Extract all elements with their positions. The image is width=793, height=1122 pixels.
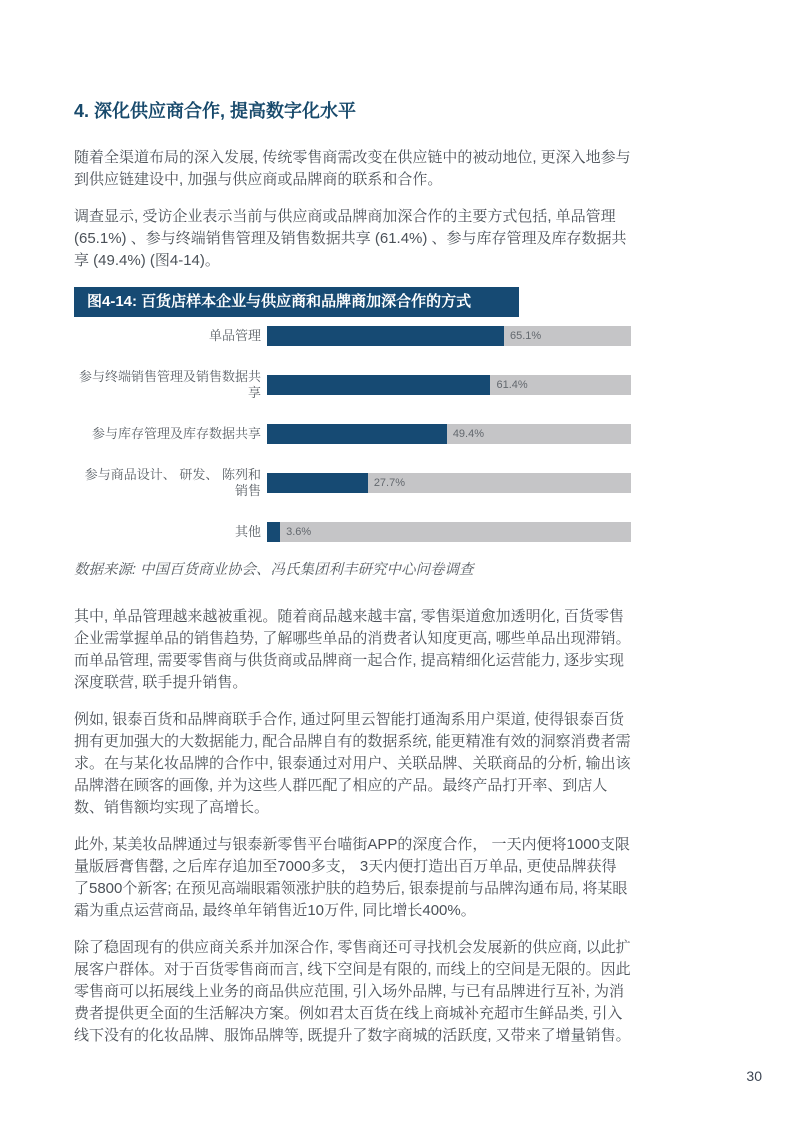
chart-row — [74, 522, 631, 542]
chart-category-label: 其他 — [234, 524, 261, 539]
chart-bar — [267, 424, 447, 444]
chart-category-label: 单品管理 — [208, 328, 261, 343]
chart-value-label: 49.4% — [452, 428, 485, 440]
chart-value-label: 61.4% — [496, 379, 528, 391]
chart-bar — [267, 522, 280, 542]
page-content — [74, 100, 631, 1062]
paragraph-intro: 随着全渠道布局的深入发展, 传统零售商需改变在供应链中的被动地位, 更深入地参与到供应链建设中, 加强与供应商或品牌商的联系和合作。 — [74, 149, 631, 188]
chart-bar-track — [267, 375, 631, 395]
chart-row — [74, 326, 631, 346]
page-number: 30 — [746, 1068, 762, 1084]
chart-bar-track — [267, 424, 631, 444]
chart-row — [74, 467, 631, 499]
paragraph-yintai: 例如, 银泰百货和品牌商联手合作, 通过阿里云智能打通淘系用户渠道, 使得银泰百货拥有更加强大的大数据能力, 配合品牌自有的数据系统, 能更精准有效的洞察消费者需求。在与某化妆品牌的合作中, 银泰通过对用户、关联品牌、关联商品的分析, 输出该品牌潜在顾客的画像, 并为这些人群匹配了相应的产品。最终产品打开率、到店人数、销售额均实现了高增长。 — [74, 711, 631, 816]
chart-value-label: 27.7% — [373, 477, 406, 489]
chart-category-label: 参与终端销售管理及销售数据共享 — [78, 369, 261, 400]
chart-value-label: 3.6% — [286, 526, 312, 538]
chart-bar — [267, 375, 490, 395]
paragraph-new-suppliers: 除了稳固现有的供应商关系并加深合作, 零售商还可寻找机会发展新的供应商, 以此扩展客户群体。对于百货零售商而言, 线下空间是有限的, 而线上的空间是无限的。因此零售商可以拓展线上业务的商品供应范围, 引入场外品牌, 与已有品牌进行互补, 为消费者提供更全面的生活解决方案。例如君太百货在线上商城补充超市生鲜品类, 引入线下没有的化妆品牌、服饰品牌等, 既提升了数字商城的活跃度, 又带来了增量销售。 — [74, 939, 631, 1044]
paragraph-beauty-brand: 此外, 某美妆品牌通过与银泰新零售平台喵街APP的深度合作， 一天内便将1000支限量版唇膏售罄, 之后库存追加至7000多支， 3天内便打造出百万单品, 更使品牌获得了5800个新客; 在预见高端眼霜领涨护肤的趋势后, 银泰提前与品牌沟通布局, 将某眼霜为重点运营商品, 最终单年销售近10万件, 同比增长400%。 — [74, 836, 630, 919]
chart-value-label: 65.1% — [509, 330, 542, 342]
section-heading: 4. 深化供应商合作, 提高数字化水平 — [74, 101, 357, 121]
chart-category-label: 参与库存管理及库存数据共享 — [91, 426, 261, 441]
paragraph-survey: 调查显示, 受访企业表示当前与供应商或品牌商加深合作的主要方式包括, 单品管理 (65.1%) 、参与终端销售管理及销售数据共享 (61.4%) 、参与库存管理及库存数据共享 (49.4%) (图4-14)。 — [74, 208, 627, 269]
chart-bar-track — [267, 326, 631, 346]
bar-chart — [74, 326, 631, 542]
paragraph-single-item: 其中, 单品管理越来越被重视。随着商品越来越丰富, 零售渠道愈加透明化, 百货零售企业需掌握单品的销售趋势, 了解哪些单品的消费者认知度更高, 哪些单品出现滞销。而单品管理, 需要零售商与供货商或品牌商一起合作, 提高精细化运营能力, 逐步实现深度联营, 联手提升销售。 — [74, 608, 631, 691]
figure-4-14 — [74, 287, 631, 542]
data-source-note: 数据来源: 中国百货商业协会、冯氏集团利丰研究中心问卷调查 — [74, 562, 474, 578]
chart-bar — [267, 473, 368, 493]
chart-bar-track — [267, 473, 631, 493]
chart-category-label: 参与商品设计、 研发、 陈列和销售 — [84, 467, 261, 498]
chart-bar — [267, 326, 504, 346]
chart-title-banner: 图4-14: 百货店样本企业与供应商和品牌商加深合作的方式 — [74, 287, 519, 317]
chart-row — [74, 369, 631, 401]
chart-bar-track — [267, 522, 631, 542]
chart-row — [74, 424, 631, 444]
